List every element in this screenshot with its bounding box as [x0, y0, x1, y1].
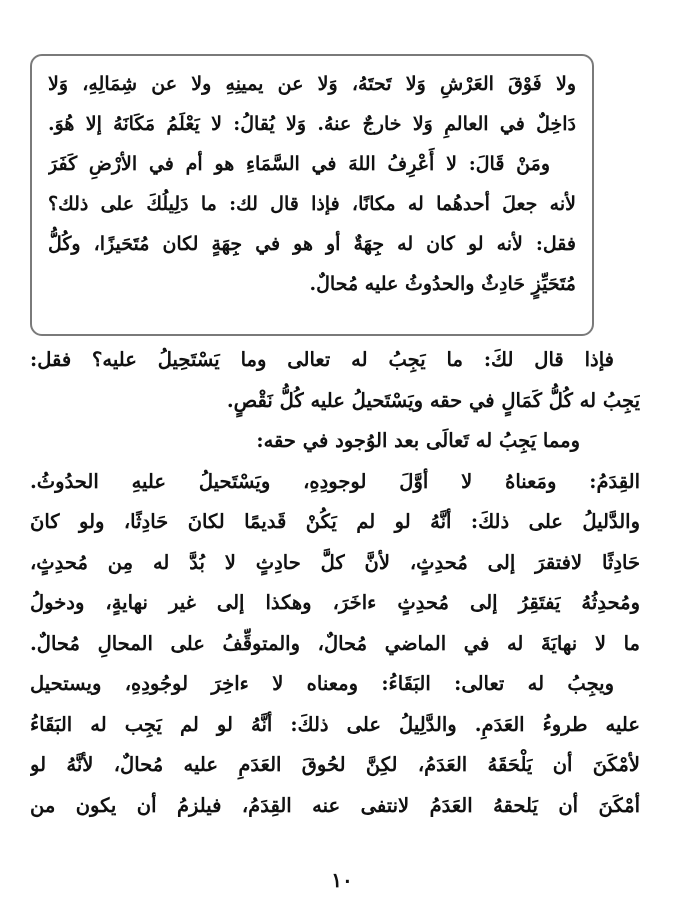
box-line: ومَنْ قَالَ: لا أَعْرِفُ اللهَ في السَّمَاءِ هو أم في الأرْضِ كَفَرَ	[48, 153, 550, 175]
body-line: ومما يَجِبُ له تَعالَى بعد الوُجود في حقه:	[256, 429, 580, 452]
body-line: حَادِثًا لافتقرَ إلى مُحدِثٍ، لأنَّ كلَّ حادِثٍ لا بُدَّ له مِن مُحدِثٍ،	[30, 550, 640, 574]
body-line: لأمْكَنَ أن يَلْحَقَهُ العَدَمُ، لكِنَّ لحُوقَ العَدَمِ عليه مُحالٌ، لأنَّهُ لو	[30, 753, 640, 776]
box-line: فقل: لأنه لو كان له جِهَةٌ أو هو في جِهَةٍ لكان مُتَحَيزًا، وكُلُّ	[48, 233, 576, 255]
box-line: ولا فَوْقَ العَرْشِ وَلا تَحتَهُ، وَلا عن يمينِهِ ولا عن شِمَالِهِ، وَلا	[48, 73, 576, 95]
box-line: لأنه جعلَ أحدهُما له مكانًا، فإذا قال لك: ما دَلِيلُكَ على ذلك؟	[48, 193, 576, 215]
body-line: ومُحدِثُهُ يَفتَقِرُ إلى مُحدِثٍ ءاخَرَ، وهكذا إلى غير نهايةٍ، ودخولُ	[30, 591, 640, 614]
bordered-text-box	[30, 54, 594, 336]
body-line: أمْكَنَ أن يَلحقهُ العَدَمُ لانتفى عنه القِدَمُ، فيلزمُ أن يكون من	[30, 793, 640, 817]
body-line: ما لا نهايَةَ له في الماضي مُحالٌ، والمتوقِّفُ على المحالِ مُحالٌ.	[30, 631, 640, 655]
page-number: ١٠	[331, 868, 353, 892]
body-line: فإذا قال لكَ: ما يَجِبُ له تعالى وما يَسْتَحِيلُ عليه؟ فقل:	[30, 348, 614, 371]
body-line: ويجِبُ له تعالى: البَقَاءُ: ومعناه لا ءاخِرَ لوجُودِهِ، ويستحيل	[30, 672, 614, 695]
body-line: يَجِبُ له كُلُّ كَمَالٍ في حقه ويَسْتَحيلُ عليه كُلُّ نَقْصٍ.	[226, 388, 640, 412]
box-line: مُتَحَيِّزٍ حَادِثٌ والحدُوثُ عليه مُحالٌ.	[309, 273, 576, 295]
box-line: دَاخِلٌ في العالمِ وَلا خارجٌ عنهُ. وَلا يُقالُ: لا يَعْلَمُ مَكَانَهُ إلا هُوَ.	[48, 113, 576, 135]
body-line: القِدَمُ: ومَعناهُ لا أوَّلَ لوجودِهِ، ويَسْتَحيلُ عليهِ الحدُوثُ.	[30, 469, 640, 493]
body-text	[30, 340, 640, 826]
body-line: والدَّليلُ على ذلكَ: أنَّهُ لو لم يَكُنْ قَديمًا لكانَ حَادِثًا، ولو كانَ	[30, 510, 640, 533]
body-line: عليه طروءُ العَدَمِ. والدَّلِيلُ على ذلكَ: أنَّهُ لو لم يَجِب له البَقَاءُ	[30, 712, 640, 736]
